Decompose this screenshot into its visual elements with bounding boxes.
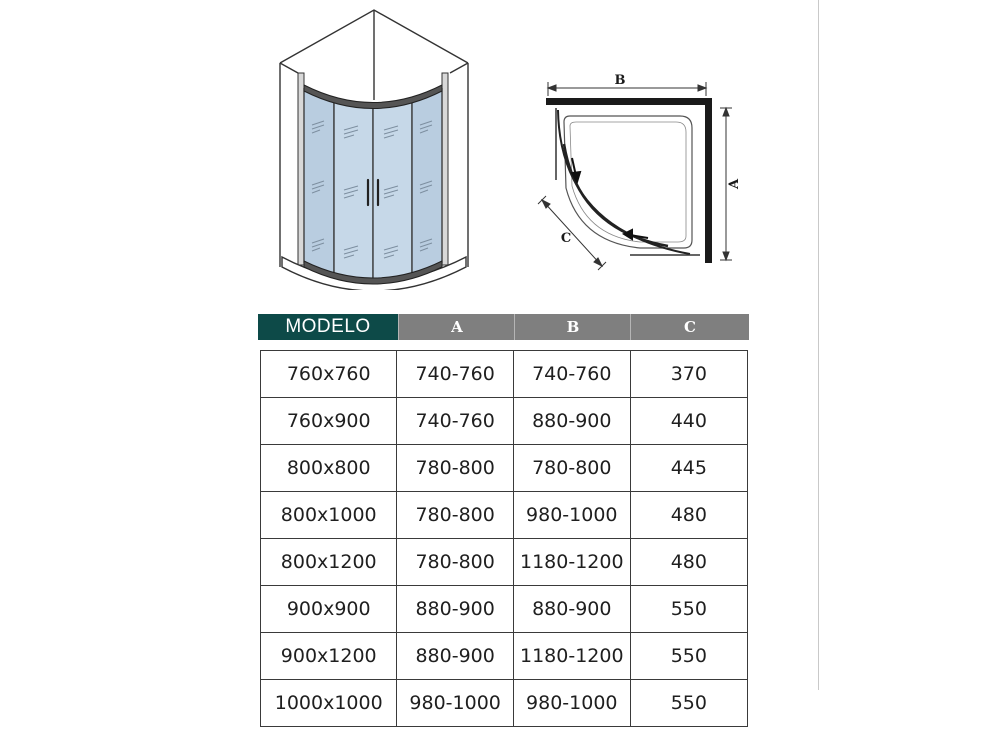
dimension-c-label: C — [560, 231, 572, 246]
cell-model: 900x1200 — [261, 633, 397, 680]
cell-model: 900x900 — [261, 586, 397, 633]
cell-b: 880-900 — [513, 398, 630, 445]
cell-a: 880-900 — [397, 633, 513, 680]
table-row — [261, 398, 748, 445]
dimension-b-label: B — [614, 73, 626, 88]
tray-inner-outline — [570, 122, 686, 242]
cell-c: 480 — [630, 492, 747, 539]
dimension-b-line — [548, 82, 706, 96]
cell-model: 1000x1000 — [261, 680, 397, 727]
header-c: C — [630, 314, 749, 340]
cell-a: 780-800 — [397, 492, 513, 539]
cell-c: 370 — [630, 351, 747, 398]
table-row — [261, 586, 748, 633]
cell-b: 1180-1200 — [513, 633, 630, 680]
header-a: A — [398, 314, 515, 340]
cell-b: 1180-1200 — [513, 539, 630, 586]
cell-b: 780-800 — [513, 445, 630, 492]
opening-arrows — [572, 158, 648, 239]
page-divider-line — [818, 0, 819, 690]
cell-model: 760x760 — [261, 351, 397, 398]
cell-a: 740-760 — [397, 351, 513, 398]
cell-c: 440 — [630, 398, 747, 445]
cell-b: 880-900 — [513, 586, 630, 633]
table-row — [261, 492, 748, 539]
cell-b: 980-1000 — [513, 680, 630, 727]
table-row — [261, 445, 748, 492]
tray-outline — [564, 116, 692, 248]
cell-a: 780-800 — [397, 539, 513, 586]
cell-c: 550 — [630, 680, 747, 727]
table-header — [258, 314, 748, 340]
header-b: B — [514, 314, 631, 340]
cell-model: 800x800 — [261, 445, 397, 492]
shower-enclosure-illustration — [268, 5, 478, 290]
cell-c: 480 — [630, 539, 747, 586]
cell-model: 800x1000 — [261, 492, 397, 539]
cell-a: 880-900 — [397, 586, 513, 633]
cell-c: 445 — [630, 445, 747, 492]
curved-glass-inner — [564, 144, 668, 246]
cell-b: 980-1000 — [513, 492, 630, 539]
table-row — [261, 680, 748, 727]
dimension-a-label: A — [727, 178, 742, 190]
table-row — [261, 351, 748, 398]
cell-model: 760x900 — [261, 398, 397, 445]
cell-a: 980-1000 — [397, 680, 513, 727]
table-row — [261, 633, 748, 680]
plan-view-diagram — [520, 60, 760, 275]
dimensions-table — [258, 314, 748, 714]
dimensions-table-body — [260, 350, 748, 727]
cell-model: 800x1200 — [261, 539, 397, 586]
cell-b: 740-760 — [513, 351, 630, 398]
cell-a: 740-760 — [397, 398, 513, 445]
cell-c: 550 — [630, 586, 747, 633]
table-row — [261, 539, 748, 586]
header-model: MODELO — [258, 314, 398, 340]
cell-a: 780-800 — [397, 445, 513, 492]
cell-c: 550 — [630, 633, 747, 680]
